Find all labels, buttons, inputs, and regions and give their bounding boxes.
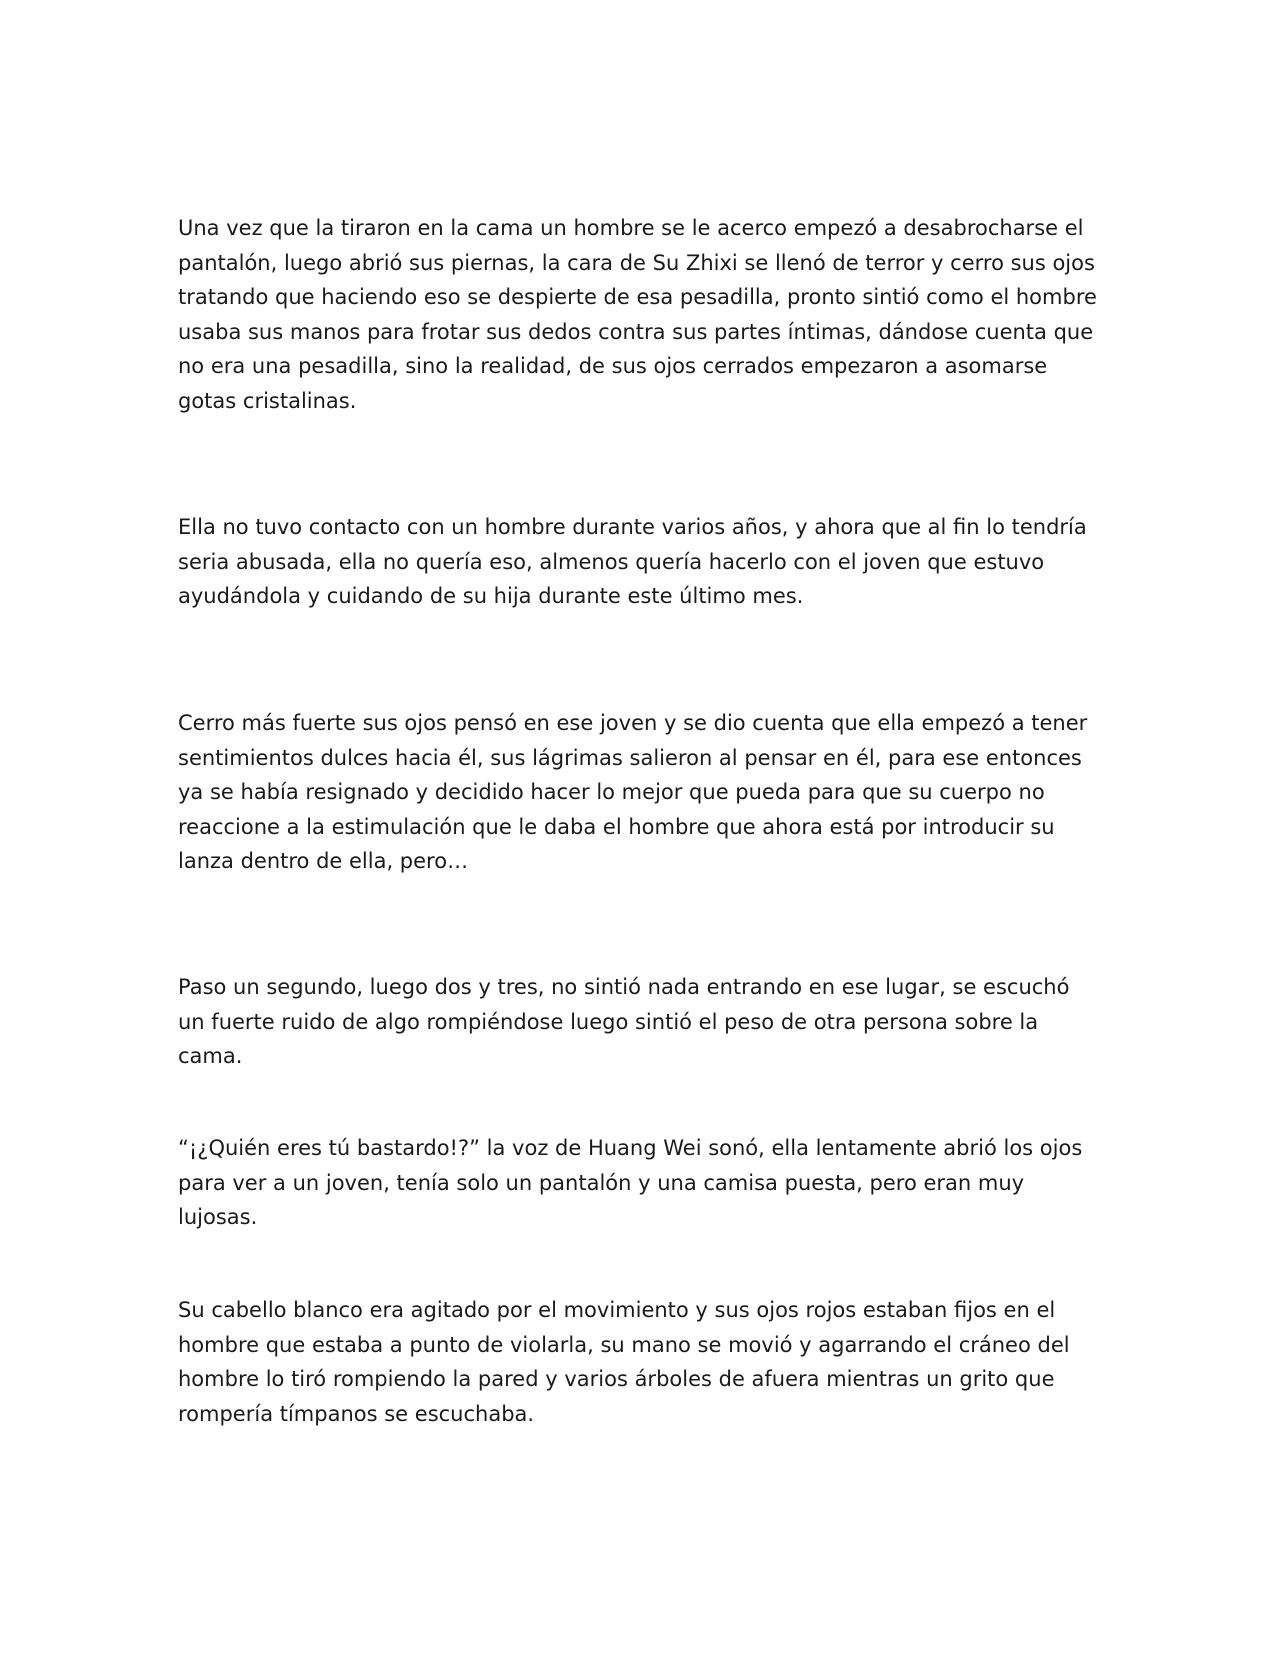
paragraph-2: Ella no tuvo contacto con un hombre durante varios años, y ahora que al fin lo tendría seria abusada, ella no quería eso, almenos quería hacerlo con el joven que estuvo ayudándola y cuidando de su hija durante este último mes. bbox=[178, 515, 1087, 608]
paragraph-1: Una vez que la tiraron en la cama un hombre se le acerco empezó a desabrocharse el pantalón, luego abrió sus piernas, la cara de Su Zhixi se llenó de terror y cerro sus ojos tratando que haciendo eso se despierte de esa pesadilla, pronto sintió como el hombre usaba sus manos para frotar sus dedos contra sus partes íntimas, dándose cuenta que no era una pesadilla, sino la realidad, de sus ojos cerrados empezaron a asomarse gotas cristalinas. bbox=[178, 216, 1097, 413]
paragraph-5: “¡¿Quién eres tú bastardo!?” la voz de Huang Wei sonó, ella lentamente abrió los ojos para ver a un joven, tenía solo un pantalón y una camisa puesta, pero eran muy lujosas. bbox=[178, 1136, 1083, 1229]
paragraph-3: Cerro más fuerte sus ojos pensó en ese joven y se dio cuenta que ella empezó a tener sentimientos dulces hacia él, sus lágrimas salieron al pensar en él, para ese entonces ya se había resignado y decidido hacer lo mejor que pueda para que su cuerpo no reaccione a la estimulación que le daba el hombre que ahora está por introducir su lanza dentro de ella, pero… bbox=[178, 711, 1088, 873]
paragraph-4: Paso un segundo, luego dos y tres, no sintió nada entrando en ese lugar, se escuchó un fuerte ruido de algo rompiéndose luego sintió el peso de otra persona sobre la cama. bbox=[178, 975, 1070, 1068]
paragraph-6: Su cabello blanco era agitado por el movimiento y sus ojos rojos estaban fijos en el hombre que estaba a punto de violarla, su mano se movió y agarrando el cráneo del hombre lo tiró rompiendo la pared y varios árboles de afuera mientras un grito que rompería tímpanos se escuchaba. bbox=[178, 1298, 1070, 1426]
